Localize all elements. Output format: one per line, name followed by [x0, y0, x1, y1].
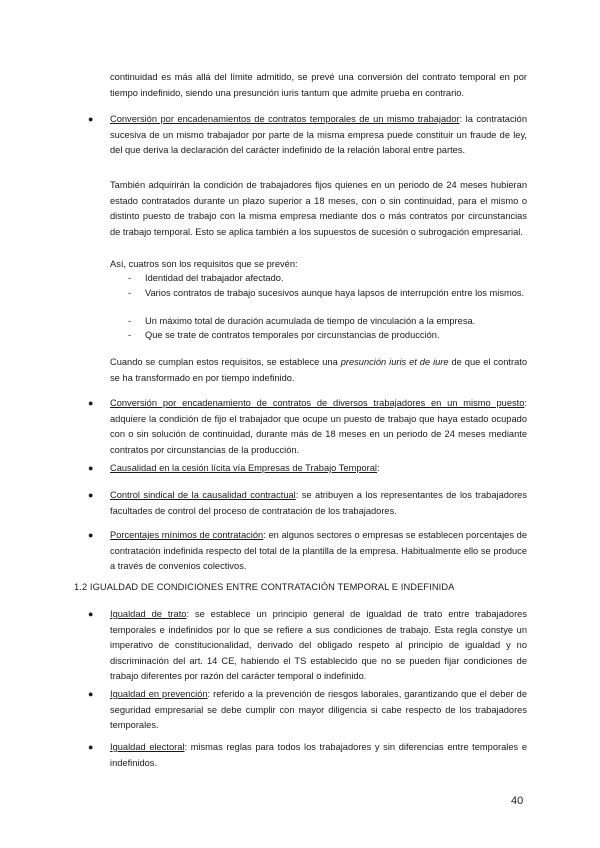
item-text: : la contratación sucesiva de un mismo trabajador por parte de la misma empresa puede constituir un fraude de ley, del que deriva la declaración del carácter indefinido de la relación laboral entre partes.	[110, 114, 528, 155]
requirement-text: Que se trate de contratos temporales por circunstancias de producción.	[145, 330, 440, 340]
item-text: : referido a la prevención de riesgos laborales, garantizando que el deber de seguridad empresarial se debe cumplir con mayor diligencia si cabe respecto de los trabajadores temporales.	[110, 689, 527, 730]
item-title: Conversión por encadenamientos de contratos temporales de un mismo trabajador	[110, 114, 460, 124]
item-text: : adquiere la condición de fijo el trabajador que ocupe un puesto de trabajo que haya estado ocupado con o sin solución de continuidad, durante más de 18 meses en un periodo de 24 meses mediante contratos por circunstancias de la producción.	[110, 398, 527, 455]
page-number: 40	[511, 795, 524, 807]
dash-icon: -	[128, 288, 132, 298]
dash-icon: -	[128, 330, 132, 340]
bullet-icon: ●	[88, 114, 94, 124]
requirement-text: Un máximo total de duración acumulada de tiempo de vinculación a la empresa.	[145, 316, 476, 326]
item-text: : en algunos sectores o empresas se establecen porcentajes de contratación indefinida respecto del total de la plantilla de la empresa. Habitualmente ello se produce a través de convenios colectivos.	[110, 530, 527, 571]
bullet-icon: ●	[88, 742, 94, 752]
paragraph-presuncion: Cuando se cumplan estos requisitos, se establece una presunción iuris et de iure de que el contrato se ha transformado en por tiempo indefinido.	[110, 357, 527, 383]
dash-icon: -	[128, 273, 132, 283]
item-text: : se atribuyen a los representantes de los trabajadores facultades de control del proceso de contratación de los trabajadores.	[110, 490, 527, 516]
item-text: :	[377, 463, 380, 473]
paragraph-requisitos-intro: Así, cuatros son los requisitos que se prevén:	[110, 259, 298, 269]
bullet-icon: ●	[88, 398, 94, 408]
item-text: : se establece un principio general de igualdad de trato entre trabajadores temporales e indefinidos por lo que se refiere a sus condiciones de trabajo. Esta regla constye un imperativo de constitucionalidad, derivado del obligado respeto al principio de igualdad y no discriminación del art. 14 CE, habiendo el TS establecido que no se pueden fijar condiciones de trabajo diferentes por razón del carácter temporal o indefinido.	[110, 609, 528, 681]
bullet-icon: ●	[88, 609, 94, 619]
item-title: Igualdad electoral	[110, 742, 185, 752]
requirement-text: Identidad del trabajador afectado.	[145, 273, 284, 283]
item-title: Igualdad en prevención	[110, 689, 208, 699]
paragraph-fijos: También adquirirán la condición de trabajadores fijos quienes en un periodo de 24 meses hubieran estado contratados durante un plazo superior a 18 meses, con o sin continuidad, para el mismo o distinto puesto de trabajo con la misma empresa mediante dos o más contratos por circunstancias de trabajo temporal. Esto se aplica también a los supuestos de sucesión o subrogación empresarial.	[110, 180, 527, 237]
item-text: : mismas reglas para todos los trabajadores y sin diferencias entre temporales e indefinidos.	[110, 742, 527, 768]
item-title: Causalidad en la cesión lícita vía Empresas de Trabajo Temporal	[110, 463, 377, 473]
bullet-icon: ●	[88, 463, 94, 473]
item-title: Conversión por encadenamiento de contratos de diversos trabajadores en un mismo puesto	[110, 398, 525, 408]
bullet-icon: ●	[88, 530, 94, 540]
item-title: Igualdad de trato	[110, 609, 187, 619]
bullet-icon: ●	[88, 689, 94, 699]
item-title: Porcentajes mínimos de contratación	[110, 530, 264, 540]
bullet-icon: ●	[88, 490, 94, 500]
section-heading: 1.2 IGUALDAD DE CONDICIONES ENTRE CONTRATACIÓN TEMPORAL E INDEFINIDA	[74, 582, 455, 592]
requirement-text: Varios contratos de trabajo sucesivos aunque haya lapsos de interrupción entre los mismos.	[145, 288, 525, 298]
intro-paragraph: continuidad es más allá del límite admitido, se prevé una conversión del contrato temporal en por tiempo indefinido, siendo una presunción iuris tantum que admite prueba en contrario.	[110, 72, 527, 98]
item-title: Control sindical de la causalidad contractual	[110, 490, 296, 500]
dash-icon: -	[128, 316, 132, 326]
